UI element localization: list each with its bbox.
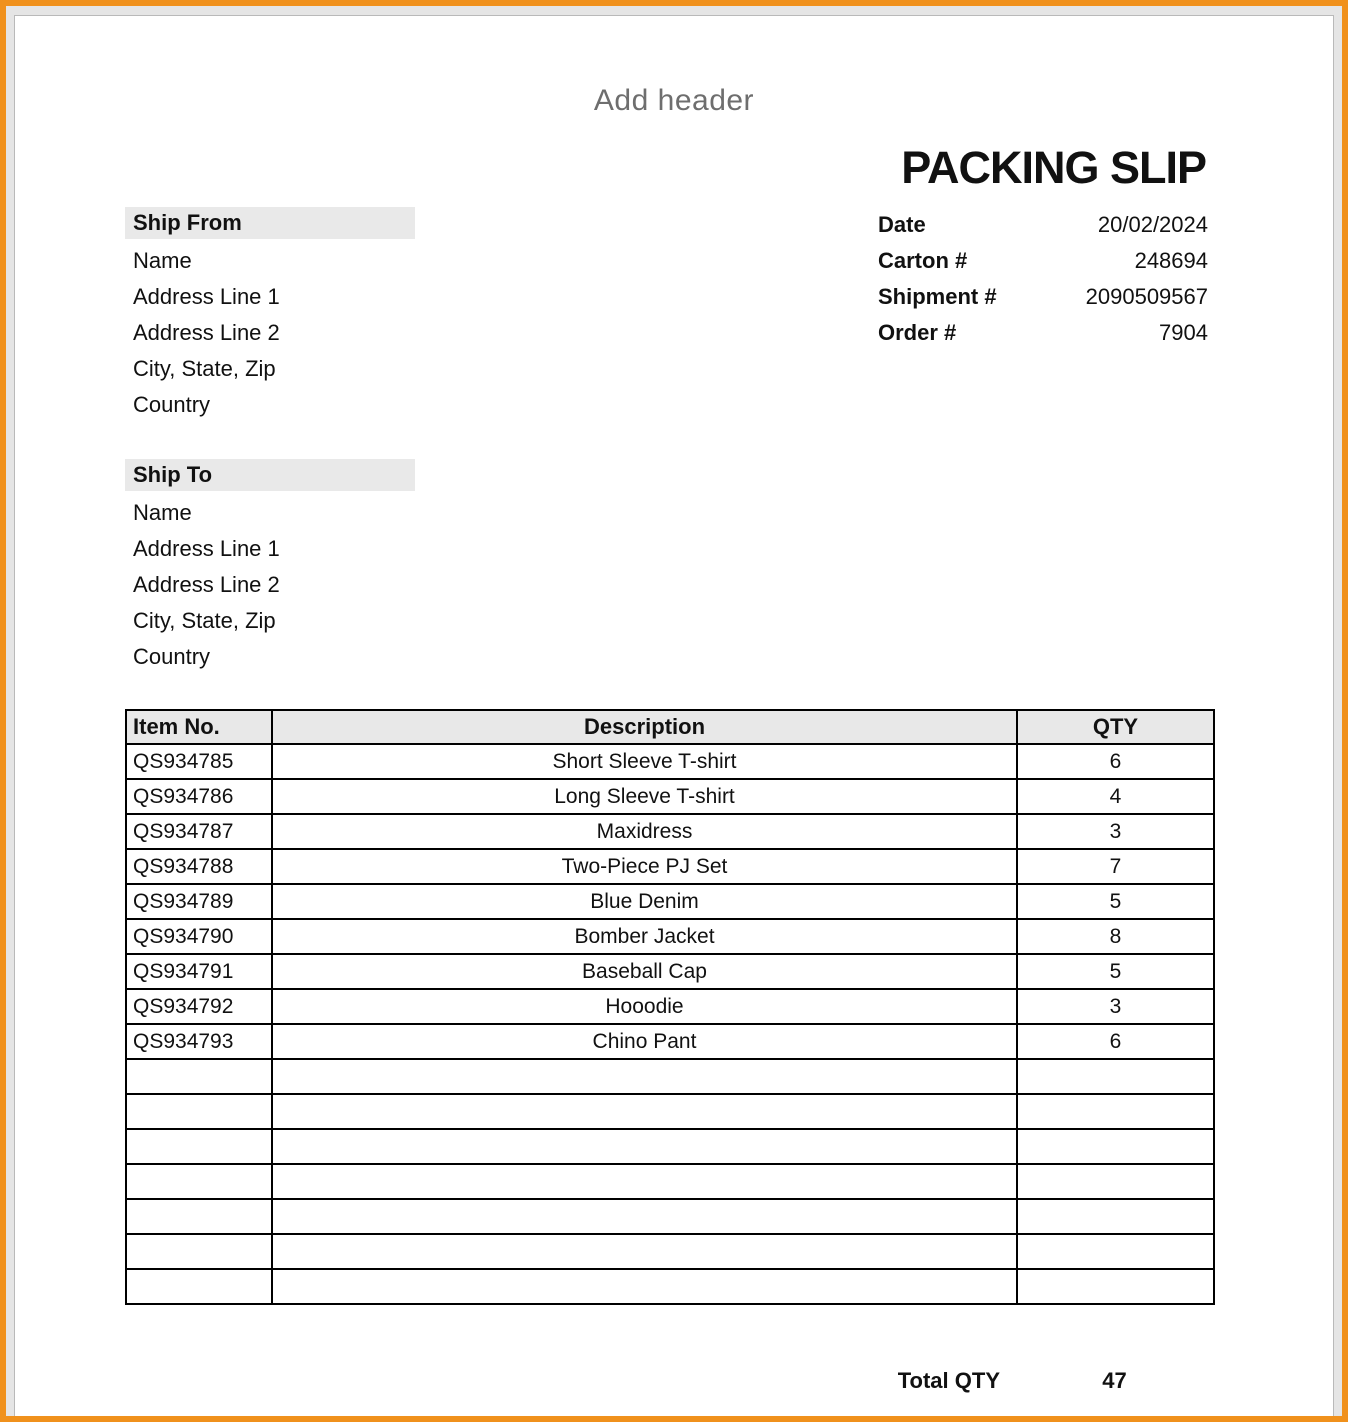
description-cell: Hooodie [272, 989, 1017, 1024]
ship-to-address2: Address Line 2 [133, 572, 280, 597]
ship-from-country: Country [133, 392, 211, 417]
qty-cell: 6 [1017, 1024, 1214, 1059]
qty-cell: 8 [1017, 919, 1214, 954]
ship-to-city: City, State, Zip [133, 608, 276, 633]
document-page [14, 15, 1334, 1416]
description-cell [272, 1164, 1017, 1199]
item-no-cell: QS934788 [126, 849, 272, 884]
qty-cell [1017, 1059, 1214, 1094]
ship-to-heading: Ship To [125, 459, 415, 491]
qty-cell [1017, 1234, 1214, 1269]
table-row-empty [126, 1199, 1214, 1234]
table-row [126, 744, 1214, 779]
description-cell: Maxidress [272, 814, 1017, 849]
ship-from-name: Name [133, 248, 192, 273]
table-row [126, 849, 1214, 884]
table-row [126, 884, 1214, 919]
shipment-value: 2090509567 [1085, 284, 1208, 309]
add-header-placeholder[interactable]: Add header [593, 84, 755, 117]
item-no-cell: QS934793 [126, 1024, 272, 1059]
description-cell: Two-Piece PJ Set [272, 849, 1017, 884]
date-value: 20/02/2024 [1097, 212, 1208, 237]
total-qty-label: Total QTY [897, 1368, 1000, 1393]
table-row-empty [126, 1059, 1214, 1094]
item-no-cell: QS934791 [126, 954, 272, 989]
ship-from-city: City, State, Zip [133, 356, 276, 381]
description-cell [272, 1129, 1017, 1164]
table-row-empty [126, 1094, 1214, 1129]
description-cell: Chino Pant [272, 1024, 1017, 1059]
qty-cell [1017, 1199, 1214, 1234]
qty-cell: 4 [1017, 779, 1214, 814]
date-label: Date [878, 212, 926, 237]
ship-from-address1: Address Line 1 [133, 284, 280, 309]
item-no-cell [126, 1164, 272, 1199]
shipment-label: Shipment # [878, 284, 997, 309]
ship-from-address2: Address Line 2 [133, 320, 280, 345]
page-title: PACKING SLIP [901, 142, 1206, 193]
qty-cell: 7 [1017, 849, 1214, 884]
description-cell: Baseball Cap [272, 954, 1017, 989]
item-no-cell: QS934790 [126, 919, 272, 954]
info-row-date [878, 207, 1208, 243]
item-no-cell: QS934787 [126, 814, 272, 849]
qty-cell [1017, 1094, 1214, 1129]
description-cell: Short Sleeve T-shirt [272, 744, 1017, 779]
item-no-cell [126, 1094, 272, 1129]
item-no-column-header: Item No. [126, 710, 272, 744]
qty-cell: 3 [1017, 989, 1214, 1024]
qty-cell [1017, 1129, 1214, 1164]
item-no-cell [126, 1129, 272, 1164]
table-row [126, 989, 1214, 1024]
ship-from-address [133, 243, 533, 423]
qty-cell [1017, 1269, 1214, 1304]
info-row-carton [878, 243, 1208, 279]
items-table [125, 709, 1215, 1305]
item-no-cell: QS934785 [126, 744, 272, 779]
order-label: Order # [878, 320, 957, 345]
table-row-empty [126, 1164, 1214, 1199]
item-no-cell [126, 1059, 272, 1094]
ship-to-country: Country [133, 644, 211, 669]
ship-to-address1: Address Line 1 [133, 536, 280, 561]
description-cell: Long Sleeve T-shirt [272, 779, 1017, 814]
table-row [126, 954, 1214, 989]
table-row [126, 814, 1214, 849]
total-qty-value: 47 [1102, 1368, 1127, 1393]
qty-cell: 5 [1017, 884, 1214, 919]
description-cell [272, 1094, 1017, 1129]
item-no-cell [126, 1234, 272, 1269]
info-row-order [878, 315, 1208, 351]
item-no-cell: QS934789 [126, 884, 272, 919]
ship-from-heading: Ship From [125, 207, 415, 239]
description-cell [272, 1199, 1017, 1234]
qty-cell [1017, 1164, 1214, 1199]
items-table-header-row [126, 710, 1214, 744]
carton-value: 248694 [1134, 248, 1208, 273]
shipment-info [878, 207, 1208, 351]
table-row [126, 1024, 1214, 1059]
description-cell: Blue Denim [272, 884, 1017, 919]
info-row-shipment [878, 279, 1208, 315]
description-cell [272, 1234, 1017, 1269]
carton-label: Carton # [878, 248, 968, 273]
description-column-header: Description [272, 710, 1017, 744]
table-row-empty [126, 1234, 1214, 1269]
item-no-cell: QS934786 [126, 779, 272, 814]
item-no-cell: QS934792 [126, 989, 272, 1024]
description-cell [272, 1059, 1017, 1094]
qty-cell: 6 [1017, 744, 1214, 779]
qty-cell: 5 [1017, 954, 1214, 989]
order-value: 7904 [1159, 320, 1208, 345]
table-row-empty [126, 1269, 1214, 1304]
table-row [126, 919, 1214, 954]
qty-cell: 3 [1017, 814, 1214, 849]
item-no-cell [126, 1269, 272, 1304]
table-row-empty [126, 1129, 1214, 1164]
ship-to-address [133, 495, 533, 675]
table-row [126, 779, 1214, 814]
description-cell [272, 1269, 1017, 1304]
description-cell: Bomber Jacket [272, 919, 1017, 954]
item-no-cell [126, 1199, 272, 1234]
qty-column-header: QTY [1017, 710, 1214, 744]
ship-to-name: Name [133, 500, 192, 525]
